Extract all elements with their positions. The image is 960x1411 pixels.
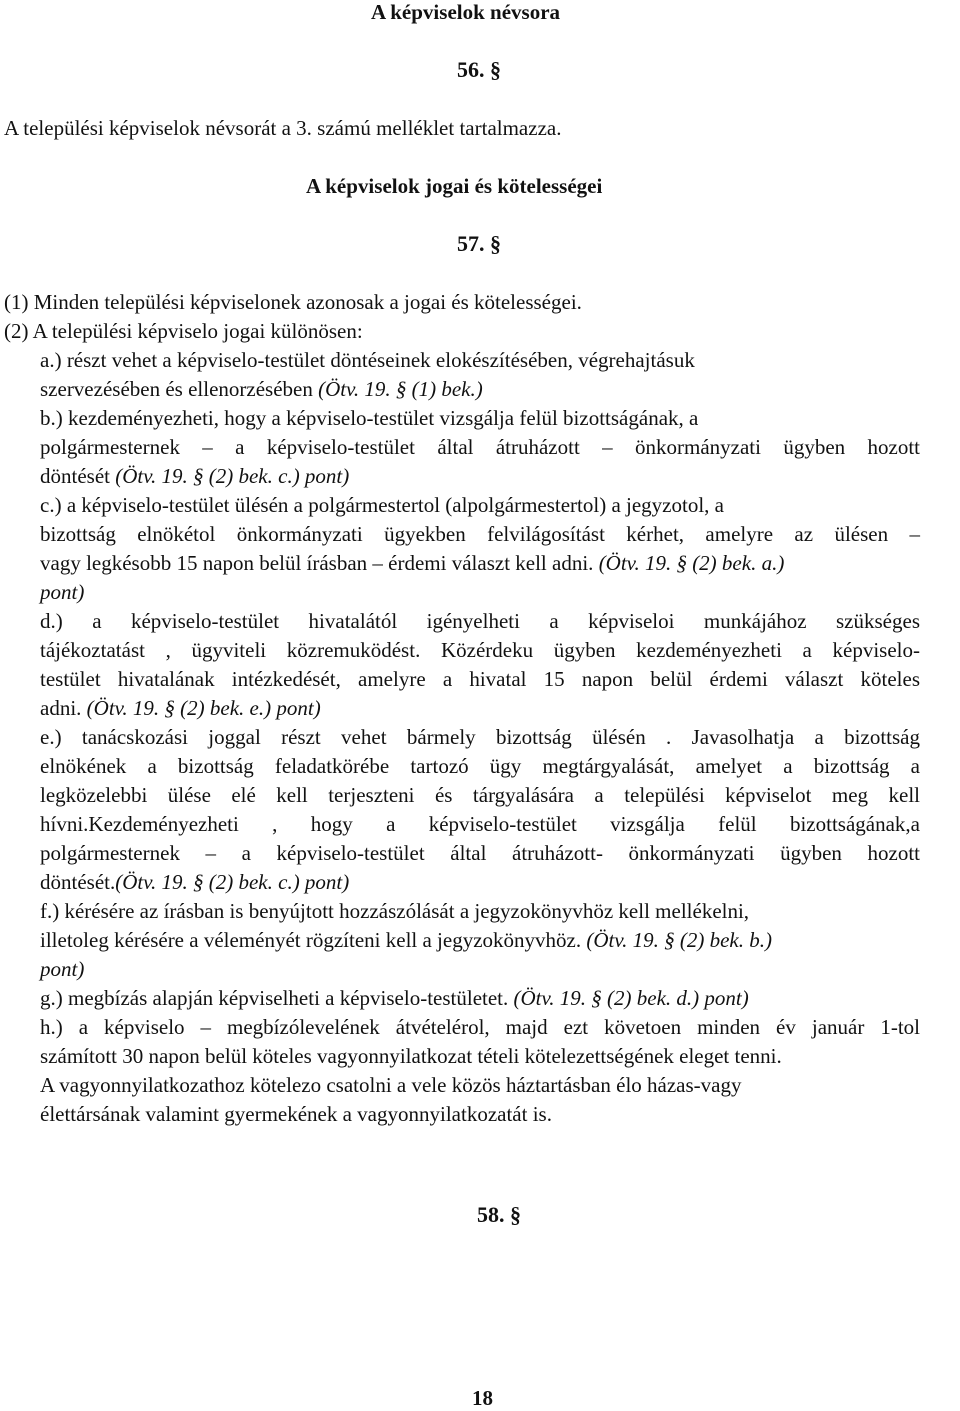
item-c-line1: c.) a képviselo-testület ülésén a polgármestertol (alpolgármestertol) a jegyzotol, a [40,493,724,517]
item-d-line3: testület hivatalának intézkedését, amelyre a hivatal 15 napon belül érdemi választ köteles [40,667,920,691]
item-d-line4: adni. (Ötv. 19. § (2) bek. e.) pont) [40,696,321,720]
item-h-line2: számított 30 napon belül köteles vagyonnyilatkozat tételi kötelezettségének eleget tenni. [40,1044,782,1068]
intro-text: A települési képviselok névsorát a 3. számú melléklet tartalmazza. [4,116,562,140]
heading-jogok-kotelessegek: A képviselok jogai és kötelességei [306,174,603,198]
legal-reference: (Ötv. 19. § (2) bek. e.) pont) [86,696,321,720]
paragraph-56-title: 56. § [457,57,501,82]
legal-reference: (Ötv. 19. § (2) bek. c.) pont) [115,870,350,894]
paragraph-58-title: 58. § [477,1202,521,1227]
item-c-line3: vagy legkésobb 15 napon belül írásban – érdemi választ kell adni. (Ötv. 19. § (2) bek. a.) [40,551,785,575]
item-a-line1: a.) részt vehet a képviselo-testület döntéseinek elokészítésében, végrehajtásuk [40,348,695,372]
item-e-line4: hívni.Kezdeményezheti , hogy a képviselo-testület vizsgálja felül bizottságának,a [40,812,920,836]
item-c-line4: pont) [40,580,85,604]
legal-reference: (Ötv. 19. § (2) bek. a.) [598,551,785,575]
item-c-line2: bizottság elnökétol önkormányzati ügyekben felvilágosítást kérhet, amelyre az ülésen – [40,522,920,546]
page-number: 18 [472,1386,493,1410]
point-1: (1) Minden települési képviselonek azonosak a jogai és kötelességei. [4,290,582,314]
item-e-line6: döntését.(Ötv. 19. § (2) bek. c.) pont) [40,870,350,894]
item-g-line1: g.) megbízás alapján képviselheti a képviselo-testületet. (Ötv. 19. § (2) bek. d.) pont) [40,986,749,1010]
item-e-line1: e.) tanácskozási joggal részt vehet bármely bizottság ülésén . Javasolhatja a bizottság [40,725,920,749]
item-d-line1: d.) a képviselo-testület hivatalától igényelheti a képviseloi munkájához szükséges [40,609,920,633]
item-f-line2: illetoleg kérésére a véleményét rögzíteni kell a jegyzokönyvhöz. (Ötv. 19. § (2) bek. b.) [40,928,772,952]
item-a-line2: szervezésében és ellenorzésében (Ötv. 19. § (1) bek.) [40,377,483,401]
item-h-line4: élettársának valamint gyermekének a vagyonnyilatkozatát is. [40,1102,552,1126]
paragraph-57-title: 57. § [457,231,501,256]
item-h-line1: h.) a képviselo – megbízólevelének átvételérol, majd ezt követoen minden év január 1-tol [40,1015,920,1039]
legal-reference: (Ötv. 19. § (1) bek.) [318,377,483,401]
item-b-line3: döntését (Ötv. 19. § (2) bek. c.) pont) [40,464,350,488]
item-f-line1: f.) kérésére az írásban is benyújtott hozzászólását a jegyzokönyvhöz kell mellékelni, [40,899,750,923]
item-b-line1: b.) kezdeményezheti, hogy a képviselo-testület vizsgálja felül bizottságának, a [40,406,699,430]
item-b-line2: polgármesternek – a képviselo-testület által átruházott – önkormányzati ügyben hozott [40,435,920,459]
item-e-line3: legközelebbi ülése elé kell terjeszteni és tárgyalására a települési képviselot meg kell [40,783,920,807]
item-f-line3: pont) [40,957,85,981]
legal-reference: (Ötv. 19. § (2) bek. c.) pont) [115,464,350,488]
legal-reference: (Ötv. 19. § (2) bek. d.) pont) [513,986,749,1010]
item-e-line2: elnökének a bizottság feladatkörébe tartozó ügy megtárgyalását, amelyet a bizottság a [40,754,920,778]
item-d-line2: tájékoztatást , ügyviteli közremuködést. Közérdeku ügyben kezdeményezheti a képviselo- [40,638,920,662]
point-2: (2) A települési képviselo jogai különösen: [4,319,363,343]
heading-kepviselok-nevsora: A képviselok névsora [371,0,561,24]
item-h-line3: A vagyonnyilatkozathoz kötelezo csatolni a vele közös háztartásban élo házas-vagy [40,1073,742,1097]
item-e-line5: polgármesternek – a képviselo-testület által átruházott- önkormányzati ügyben hozott [40,841,920,865]
legal-reference: (Ötv. 19. § (2) bek. b.) [586,928,772,952]
